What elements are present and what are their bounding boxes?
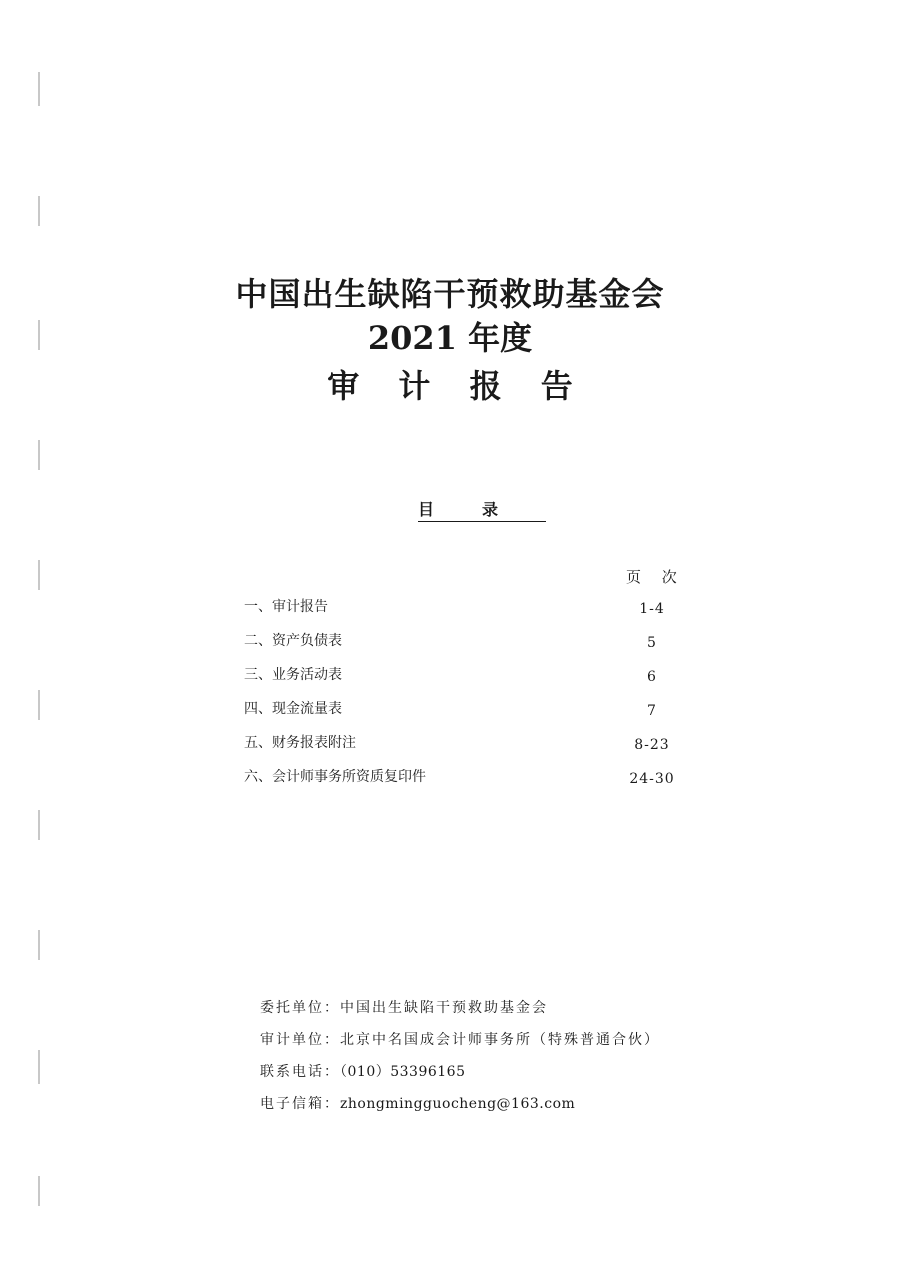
phone-label: 联系电话： [260,1064,340,1080]
toc-item-label: 四、现金流量表 [244,701,342,717]
page-column-header: 页 次 [626,568,685,586]
organization-title: 中国出生缺陷干预救助基金会 [235,275,665,313]
client-value: 中国出生缺陷干预救助基金会 [340,1000,548,1016]
toc-item-label: 三、业务活动表 [244,667,342,683]
toc-heading: 目录 [418,500,546,522]
binding-mark [38,690,40,720]
toc-item [244,632,684,666]
client-label: 委托单位： [260,1000,340,1016]
binding-mark [38,1176,40,1206]
toc-item-pages: 8-23 [634,737,670,753]
toc-item [244,666,684,700]
toc-item-label: 六、会计师事务所资质复印件 [244,769,426,785]
email-label: 电子信箱： [260,1096,340,1112]
report-title [0,272,900,412]
toc-item-pages: 1-4 [639,601,665,617]
toc-item [244,734,684,768]
toc-item-label: 二、资产负债表 [244,633,342,649]
client-row [260,996,660,1028]
toc-item [244,768,684,802]
report-type-title: 审 计 报 告 [327,367,587,405]
toc-item-pages: 5 [647,635,657,651]
email-row [260,1092,660,1124]
binding-mark [38,440,40,470]
toc-item-label: 一、审计报告 [244,599,328,615]
email-value: zhongmingguocheng@163.com [340,1096,576,1112]
toc-item [244,598,684,632]
phone-row [260,1060,660,1092]
auditor-row [260,1028,660,1060]
auditor-value: 北京中名国成会计师事务所（特殊普通合伙） [340,1032,660,1048]
toc-item-pages: 24-30 [629,771,675,787]
toc-item-label: 五、财务报表附注 [244,735,356,751]
binding-mark [38,560,40,590]
year-title: 2021 年度 [367,319,533,357]
binding-mark [38,72,40,106]
toc-item-pages: 6 [647,669,657,685]
report-footer [260,996,660,1124]
table-of-contents [244,598,684,802]
phone-value: （010）53396165 [340,1064,466,1080]
binding-mark [38,1050,40,1084]
binding-mark [38,196,40,226]
toc-item [244,700,684,734]
auditor-label: 审计单位： [260,1032,340,1048]
binding-mark [38,810,40,840]
toc-item-pages: 7 [647,703,657,719]
binding-mark [38,930,40,960]
